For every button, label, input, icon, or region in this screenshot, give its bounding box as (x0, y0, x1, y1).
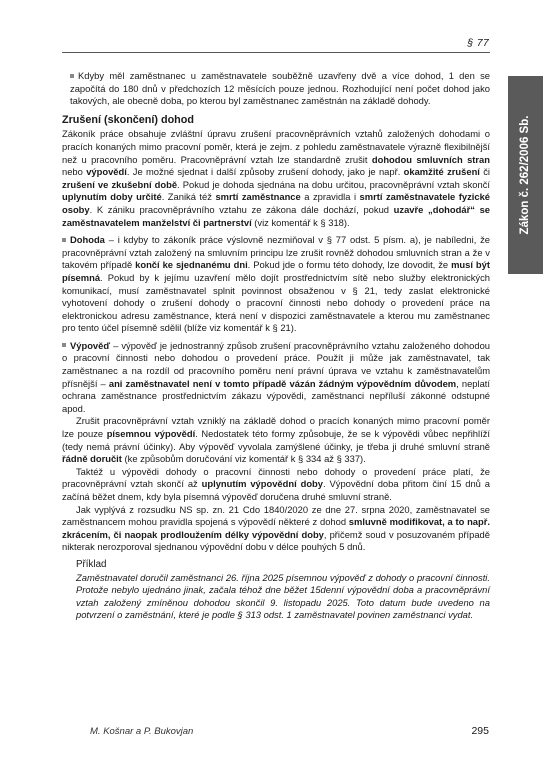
paragraph-notice-period: Taktéž u výpovědi dohody o pracovní činnosti nebo dohody o provedení práce platí, že pracovněprávní vztah skončí až uplynutím výpovědní doby. Výpovědní doba přitom činí 15 dnů a začíná běžet dnem, kdy byla písemná výpověď doručena druhé smluvní straně. (62, 465, 490, 502)
section-marker: § 77 (467, 37, 489, 49)
example-box (62, 559, 490, 622)
bullet-square-icon (62, 343, 66, 347)
side-tab-label: Zákon č. 262/2006 Sb. (519, 115, 531, 235)
bullet-square-icon (70, 74, 74, 78)
bullet-square-icon (62, 238, 66, 242)
paragraph-written-notice: Zrušit pracovněprávní vztah vzniklý na základě dohod o pracích konaných mimo pracovní poměr lze pouze písemnou výpovědí. Nedostatek této formy způsobuje, že se k výpovědi vůbec nepřihlíží (tedy nemá právní účinky). Aby výpověď vyvolala zamýšlené účinky, je třeba ji druhé smluvní straně řádně doručit (ke způsobům doručování viz komentář k § 334 až § 337). (62, 415, 490, 465)
page-content (62, 70, 490, 622)
example-title: Příklad (76, 558, 107, 570)
side-tab (508, 76, 543, 274)
example-body: Zaměstnavatel doručil zaměstnanci 26. října 2025 písemnou výpověď z dohody o pracovní činnosti. Protože nebylo ujednáno jinak, začala téhož dne běžet 15denní výpovědní doba a pracovněprávní vztah založený zmíněnou dohodou skončil 9. listopadu 2025. Toto datum bude uvedeno na potvrzení o zaměstnání, které je podle § 313 odst. 1 zaměstnavatel povinen zaměstnanci vydat. (76, 571, 490, 621)
paragraph-notice: Výpověď – výpověď je jednostranný způsob zrušení pracovněprávního vztahu založeného dohodou o pracovní činnosti nebo dohodou o provedení práce. Použít ji může jak zaměstnavatel, tak zaměstnanec a na rozdíl od pracovního poměru není právní úprava ve vztahu k zaměstnavatelům přísnější – ani zaměstnavatel není v tomto případě vázán žádným výpovědním důvodem, neplatí ochrana zaměstnance prostřednictvím zákazu výpovědi, zaměstnanci nepříluší zákonné odstupné apod. (62, 339, 491, 414)
paragraph-court-ruling: Jak vyplývá z rozsudku NS sp. zn. 21 Cdo 1840/2020 ze dne 27. srpna 2020, zaměstnavatel se zaměstnancem mohou pravidla spojená s výpovědí některé z dohod smluvně modifikovat, a to např. zkrácením, či naopak prodloužením délky výpovědní doby, přičemž soud v posuzovaném případě nikterak nerozporoval sjednanou výpovědní dobu v délce pouhých 5 dnů. (62, 503, 490, 553)
paragraph-termination-overview: Zákoník práce obsahuje zvláštní úpravu zrušení pracovněprávních vztahů založených dohodami o pracích konaných mimo pracovní poměr, která je zejm. z pohledu zaměstnavatele výrazně flexibilnější než u pracovního poměru. Pracovněprávní vztah lze standardně zrušit dohodou smluvních stran nebo výpovědí. Je možné sjednat i další způsoby zrušení dohody, jako je např. okamžité zrušení či zrušení ve zkušební době. Pokud je dohoda sjednána na dobu určitou, pracovněprávní vztah skončí uplynutím doby určité. Zaniká též smrtí zaměstnance a zpravidla i smrtí zaměstnavatele fyzické osoby. K zániku pracovněprávního vztahu ze zákona dále dochází, pokud uzavře „dohodář“ se zaměstnavatelem manželství či partnerství (viz komentář k § 318). (62, 128, 491, 228)
section-heading: Zrušení (skončení) dohod (62, 113, 194, 126)
page-number: 295 (471, 725, 489, 737)
footer-author: M. Košnar a P. Bukovjan (90, 726, 194, 737)
intro-paragraph: Kdyby měl zaměstnanec u zaměstnavatele souběžně uzavřeny dvě a více dohod, 1 den se započítá do 180 dnů v předchozích 12 měsících pouze jednou. Rozhodující není počet dohod jako takových, ale obecně doba, po kterou byl zaměstnanec zaměstnán na základě dohody. (70, 70, 490, 107)
header-rule (62, 52, 490, 53)
paragraph-agreement: Dohoda – i kdyby to zákoník práce výslovně nezmiňoval v § 77 odst. 5 písm. a), je nabíledni, že pracovněprávní vztah založený na smluvním principu lze zrušit rovněž dohodou smluvních stran a že v takovém případě končí ke sjednanému dni. Pokud jde o formu této dohody, lze dovodit, že musí být písemná. Pokud by k jejímu uzavření mělo dojít prostřednictvím sítě nebo služby elektronických komunikací, musí zaměstnavatel splnit povinnost obsaženou v § 21, tedy zaslat elektronické vyhotovení dohody o zrušení dohody o pracovní činnosti nebo dohody o provedení práce na elektronickou adresu zaměstnance, která není v dispozici zaměstnavatele a kterou mu zaměstnanec pro tento účel písemně sdělil (blíže viz komentář k § 21). (62, 234, 490, 334)
